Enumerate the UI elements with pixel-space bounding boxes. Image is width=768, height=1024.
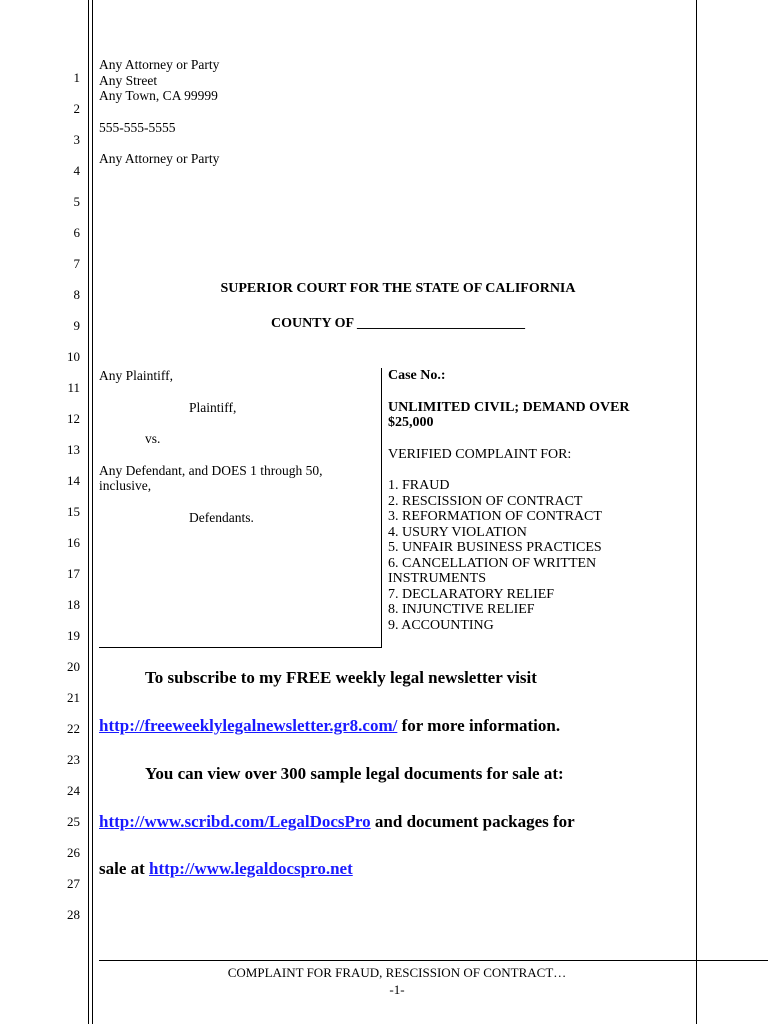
cause-item: 2. RESCISSION OF CONTRACT [388,493,583,509]
attorney-phone: 555-555-5555 [99,119,176,135]
legaldocspro-link-line [99,859,353,879]
cause-item: 6. CANCELLATION OF WRITTEN INSTRUMENTS [388,555,597,586]
line-numbers [0,0,84,1024]
unlimited-civil: UNLIMITED CIVIL; DEMAND OVER $25,000 [388,399,630,430]
line-number: 21 [67,690,80,705]
newsletter-line: To subscribe to my FREE weekly legal newsletter visit [145,668,537,687]
line-number: 17 [67,566,80,581]
line-number: 10 [67,349,80,364]
line-number: 13 [67,442,80,457]
footer-rule [99,960,768,961]
line-number: 20 [67,659,80,674]
line-number: 19 [67,628,80,643]
plaintiff-label: Plaintiff, [189,399,237,415]
attorney-block [99,57,219,167]
attorney-street: Any Street [99,72,158,88]
line-number: 26 [67,845,80,860]
attorney-name: Any Attorney or Party [99,57,220,72]
line-number: 27 [67,876,80,891]
case-number: Case No.: [388,368,446,383]
attorney-city: Any Town, CA 99999 [99,88,218,103]
court-title: SUPERIOR COURT FOR THE STATE OF CALIFORNIA [220,281,576,296]
legaldocspro-prefix: sale at [99,859,150,878]
newsletter-link-line [99,716,560,736]
left-margin-line-inner [92,0,93,1024]
line-number: 1 [73,70,80,85]
line-number: 7 [73,256,80,271]
line-number: 11 [67,380,80,395]
line-number: 16 [67,535,80,550]
county-line: COUNTY OF ________________________ [270,316,526,331]
footer-title: COMPLAINT FOR FRAUD, RESCISSION OF CONTRACT… [227,965,567,980]
page-number: -1- [389,982,405,997]
line-number: 9 [73,318,80,333]
line-number: 25 [67,814,80,829]
right-margin-line [696,0,697,1024]
cause-item: 3. REFORMATION OF CONTRACT [388,509,602,524]
line-number: 2 [73,101,80,116]
scribd-link-line [99,812,575,832]
line-number: 8 [73,287,80,302]
scribd-link-suffix: and document packages for [370,812,575,831]
defendant-name: Any Defendant, and DOES 1 through 50, inclusive, [99,462,323,493]
line-number: 24 [67,783,80,798]
line-number: 5 [73,194,80,209]
line-number: 12 [67,411,80,426]
line-number: 3 [73,132,80,147]
line-number: 18 [67,597,80,612]
line-number: 22 [67,721,80,736]
cause-item: 9. ACCOUNTING [388,617,494,633]
line-number: 6 [73,225,80,240]
scribd-link[interactable]: http://www.scribd.com/LegalDocsPro [99,812,371,831]
defendants-label: Defendants. [189,509,254,525]
cause-item: 5. UNFAIR BUSINESS PRACTICES [388,540,602,555]
complaint-heading: VERIFIED COMPLAINT FOR: [388,446,572,462]
attorney-for: Any Attorney or Party [99,151,220,166]
line-number: 15 [67,504,80,519]
line-number: 4 [73,163,80,178]
caption-divider [381,368,382,648]
cause-item: 1. FRAUD [388,478,450,493]
line-number: 14 [67,473,80,488]
caption-bottom-rule [99,647,382,648]
newsletter-link[interactable]: http://freeweeklylegalnewsletter.gr8.com/ [99,716,398,735]
line-number: 23 [67,752,80,767]
cause-item: 8. INJUNCTIVE RELIEF [388,602,535,617]
versus-label: vs. [145,431,161,446]
caption-parties [99,368,379,525]
causes-list [388,478,668,633]
plaintiff-name: Any Plaintiff, [99,368,173,383]
left-margin-line-outer [88,0,89,1024]
cause-item: 7. DECLARATORY RELIEF [388,586,555,602]
line-number: 28 [67,907,80,922]
sample-docs-line: You can view over 300 sample legal documents for sale at: [145,764,564,783]
cause-item: 4. USURY VIOLATION [388,524,527,540]
newsletter-link-suffix: for more information. [397,716,561,735]
case-info [388,368,668,633]
legaldocspro-link[interactable]: http://www.legaldocspro.net [149,859,353,878]
